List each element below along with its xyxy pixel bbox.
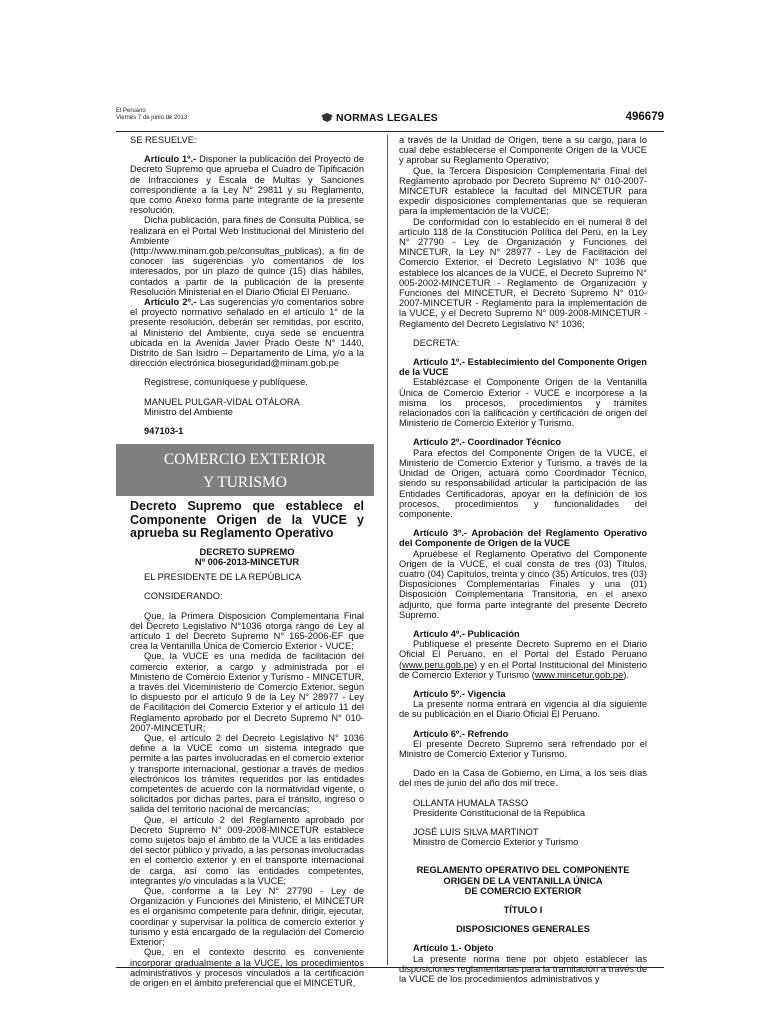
- decree-article-4-text: Publíquese el presente Decreto Supremo en el Diario Oficial El Peruano, en el Portal del Estado Peruano (www.peru.gob.pe) y en el Portal Institucional del Ministerio de Comercio Exterior y Turismo (www.mincetur.gob.pe).: [399, 639, 647, 680]
- signer-name: MANUEL PULGAR-VIDAL OTÁLORA: [144, 396, 300, 407]
- disposiciones-generales: DISPOSICIONES GENERALES: [456, 924, 590, 935]
- considerando-8: De conformidad con lo establecido en el numeral 8 del artículo 118 de la Constitución Política del Perú, en la Ley N° 27790 - Ley de Organización y Funciones del MINCETUR, la Ley N° 28977 - Ley de Facilitación del Comercio Exterior, el Decreto Legislativo N° 1036 que establece los alcances de la VUCE, el Decreto Supremo N° 005-2002-MINCETUR - Reglamento de Organización y Funciones del MINCETUR, el Decreto Supremo N° 010-2007-MINCETUR - Reglamento para la implementación de la VUCE, y el Decreto Supremo N° 009-2008-MINCETUR - Reglamento del Decreto Legislativo N° 1036;: [399, 216, 647, 329]
- paper-name: El Peruano: [116, 108, 146, 114]
- titulo-i: TÍTULO I: [503, 905, 543, 915]
- coat-of-arms-icon: [321, 113, 333, 122]
- regulation-article-1-text: La presente norma tiene por objeto establecer las disposiciones reglamentarias para la tramitación a través de la VUCE de los procedimientos administrativos y: [399, 953, 647, 985]
- header-rule: [116, 131, 664, 132]
- signer-role: Ministro del Ambiente: [144, 406, 233, 417]
- signature-2-role: Ministro de Comercio Exterior y Turismo: [413, 837, 579, 848]
- header-left: [116, 108, 187, 122]
- presidente: EL PRESIDENTE DE LA REPÚBLICA: [144, 572, 302, 583]
- resolution-code: 947103-1: [144, 426, 184, 437]
- footer-rule: [116, 967, 664, 968]
- article-2: Artículo 2º.- Las sugerencias y/o comentarios sobre el proyecto normativo señalado en el artículo 1° de la presente resolución, deberán ser remitidas, por escrito, al Ministerio del Ambiente, cuya sede se encuentra ubicada en la Avenida Javier Prado Oeste N° 1440, Distrito de San Isidro – Departamento de Lima, y/o a la dirección electrónica bioseguridad@minam.gob.pe: [130, 297, 364, 369]
- decree-article-1-text: Establézcase el Componente Origen de la Ventanilla Única de Comercio Exterior - VUCE e incorpórese a la misma los procesos, procedimientos y trámites relacionados con la calificación y certificación de origen del Ministerio de Comercio Exterior y Turismo.: [399, 377, 647, 429]
- considerando-6: Que, en el contexto descrito es conveniente incorporar gradualmente a la VUCE, los procedimientos administrativos y procesos vinculados a la certificación de origen en el ámbito preferencial que el MINCETUR,: [130, 947, 364, 988]
- considerando-2: Que, la VUCE es una medida de facilitación del comercio exterior, a cargo y administrada por el Ministerio de Comercio Exterior y Turismo - MINCETUR, a través del Viceministerio de Comercio Exterior, según lo dispuesto por el artículo 9 de la Ley N° 28977 - Ley de Facilitación del Comercio Exterior y el artículo 11 del Reglamento aprobado por el Decreto Supremo N° 010-2007-MINCETUR;: [130, 651, 364, 733]
- right-column: [399, 135, 647, 984]
- considerando-5: Que, conforme a la Ley N° 27790 - Ley de Organización y Funciones del Ministerio, el MINCETUR es el organismo competente para definir, dirigir, ejecutar, coordinar y supervisar la política de comercio exterior y turismo y está encargado de la regulación del Comercio Exterior;: [130, 886, 364, 948]
- decree-label: DECRETO SUPREMO: [199, 546, 295, 557]
- considerando-6-cont: a través de la Unidad de Origen, tiene a su cargo, para lo cual debe establecerse el Componente Origen de la VUCE y aprobar su Reglamento Operativo;: [399, 135, 647, 166]
- decree-article-2-head: Artículo 2º.- Coordinador Técnico: [413, 437, 562, 448]
- decree-title: Decreto Supremo que establece el Componente Origen de la VUCE y aprueba su Reglamento Operativo: [130, 499, 364, 541]
- column-separator: [387, 135, 388, 965]
- regulation-title-3: DE COMERCIO EXTERIOR: [464, 885, 582, 896]
- decree-article-3-head: Artículo 3º.- Aprobación del Reglamento Operativo del Componente de Origen de la VUCE: [399, 528, 647, 549]
- peru-gob-link[interactable]: www.peru.gob.pe: [402, 659, 474, 670]
- considerando-1: Que, la Primera Disposición Complementaria Final del Decreto Legislativo N°1036 otorga rango de Ley al artículo 1 del Decreto Supremo N° 165-2006-EF que crea la Ventanilla Única de Comercio Exterior - VUCE;: [130, 610, 364, 652]
- decree-article-1-head: Artículo 1º.- Establecimiento del Componente Origen de la VUCE: [399, 357, 647, 378]
- signature-1-name: OLLANTA HUMALA TASSO: [413, 797, 529, 808]
- se-resuelve: SE RESUELVE:: [130, 135, 197, 145]
- decree-number: Nº 006-2013-MINCETUR: [194, 556, 300, 567]
- section-banner: [116, 444, 374, 496]
- page-number: 496679: [625, 111, 664, 123]
- decree-article-5-text: La presente norma entrará en vigencia al día siguiente de su publicación en el Diario Oficial El Peruano.: [399, 699, 647, 720]
- article-1: Artículo 1º.- Disponer la publicación del Proyecto de Decreto Supremo que aprueba el Cuadro de Tipificación de Infracciones y Escala de Multas y Sanciones correspondiente a la Ley N° 29811 y su Reglamento, que como Anexo forma parte integrante de la presente resolución.: [130, 154, 364, 216]
- decreta: DECRETA:: [413, 337, 460, 348]
- decree-article-3-text: Apruébese el Reglamento Operativo del Componente Origen de la VUCE, el cual consta de tres (03) Títulos, cuatro (04) Capítulos, treinta y cinco (35) Artículos, tres (03) Disposiciones Complementarias Finales y una (01) Disposición Complementaria Transitoria, en el anexo adjunto, que forma parte integrante del presente Decreto Supremo.: [399, 548, 647, 620]
- considerando-7: Que, la Tercera Disposición Complementaria Final del Reglamento aprobado por Decreto Supremo N° 010-2007-MINCETUR establece la facultad del MINCETUR para expedir disposiciones complementarias que se requieran para la implementación de la VUCE;: [399, 165, 647, 217]
- regulation-article-1-head: Artículo 1.- Objeto: [413, 943, 494, 954]
- section-banner-line2: Y TURISMO: [203, 474, 287, 492]
- page-header: [116, 108, 664, 130]
- issue-date: Viernes 7 de junio de 2013: [116, 115, 188, 121]
- section-banner-line1: COMERCIO EXTERIOR: [163, 451, 327, 469]
- mincetur-link[interactable]: www.mincetur.gob.pe: [534, 669, 624, 680]
- decree-article-4-head: Artículo 4º.- Publicación: [413, 628, 520, 639]
- decree-article-2-text: Para efectos del Componente Origen de la VUCE, el Ministerio de Comercio Exterior y Turismo, a través de la Unidad de Origen, actuará como Coordinador Técnico, siendo su responsabilidad articular la participación de las Entidades Certificadoras, apoyar en la definición de los procesos, procedimientos y funcionalidades del componente.: [399, 447, 647, 519]
- regulation-title-1: REGLAMENTO OPERATIVO DEL COMPONENTE: [416, 865, 630, 876]
- regulation-title-2: ORIGEN DE LA VENTANILLA ÚNICA: [443, 875, 603, 886]
- publication-paragraph: Dicha publicación, para fines de Consulta Pública, se realizará en el Portal Web Institucional del Ministerio del Ambiente (http://www.minam.gob.pe/consultas_publicas), a fin de conocer las sugerencias y/o comentarios de los interesados, por un plazo de quince (15) días hábiles, contados a partir de la publicación de la presente Resolución Ministerial en el Diario Oficial El Peruano.: [130, 215, 364, 297]
- decree-article-5-head: Artículo 5º.- Vigencia: [413, 688, 506, 699]
- considerando-3: Que, el artículo 2 del Decreto Legislativo N° 1036 define a la VUCE como un sistema integrado que permite a las partes involucradas en el comercio exterior y transporte internacional, gestionar a través de medios electrónicos los trámites requeridos por las entidades competentes de acuerdo con la normatividad vigente, o solicitados por dichas partes, para el tránsito, ingreso o salida del territorio nacional de mercancías;: [130, 733, 364, 815]
- decree-article-6-text: El presente Decreto Supremo será refrendado por el Ministro de Comercio Exterior y Turismo.: [399, 738, 647, 759]
- considerando-4: Que, el artículo 2 del Reglamento aprobado por Decreto Supremo N° 009-2008-MINCETUR establece como sujetos bajo el ámbito de la VUCE a las entidades del sector público y privado, a las personas involucradas en el comercio exterior y en el transporte internacional de carga, así como las entidades competentes, integrantes y/o vinculadas a la VUCE;: [130, 814, 364, 886]
- section-title: NORMAS LEGALES: [321, 112, 438, 124]
- dado-en: Dado en la Casa de Gobierno, en Lima, a los seis días del mes de junio del año dos mil trece.: [399, 768, 647, 789]
- signature-2-name: JOSÉ LUIS SILVA MARTINOT: [413, 826, 539, 837]
- newspaper-page: [116, 108, 664, 988]
- left-column: [130, 135, 364, 988]
- signature-1-role: Presidente Constitucional de la República: [413, 807, 586, 818]
- registrese: Regístrese, comuníquese y publíquese.: [144, 377, 308, 388]
- decree-article-6-head: Artículo 6º.- Refrendo: [413, 728, 509, 739]
- considerando: CONSIDERANDO:: [144, 591, 223, 602]
